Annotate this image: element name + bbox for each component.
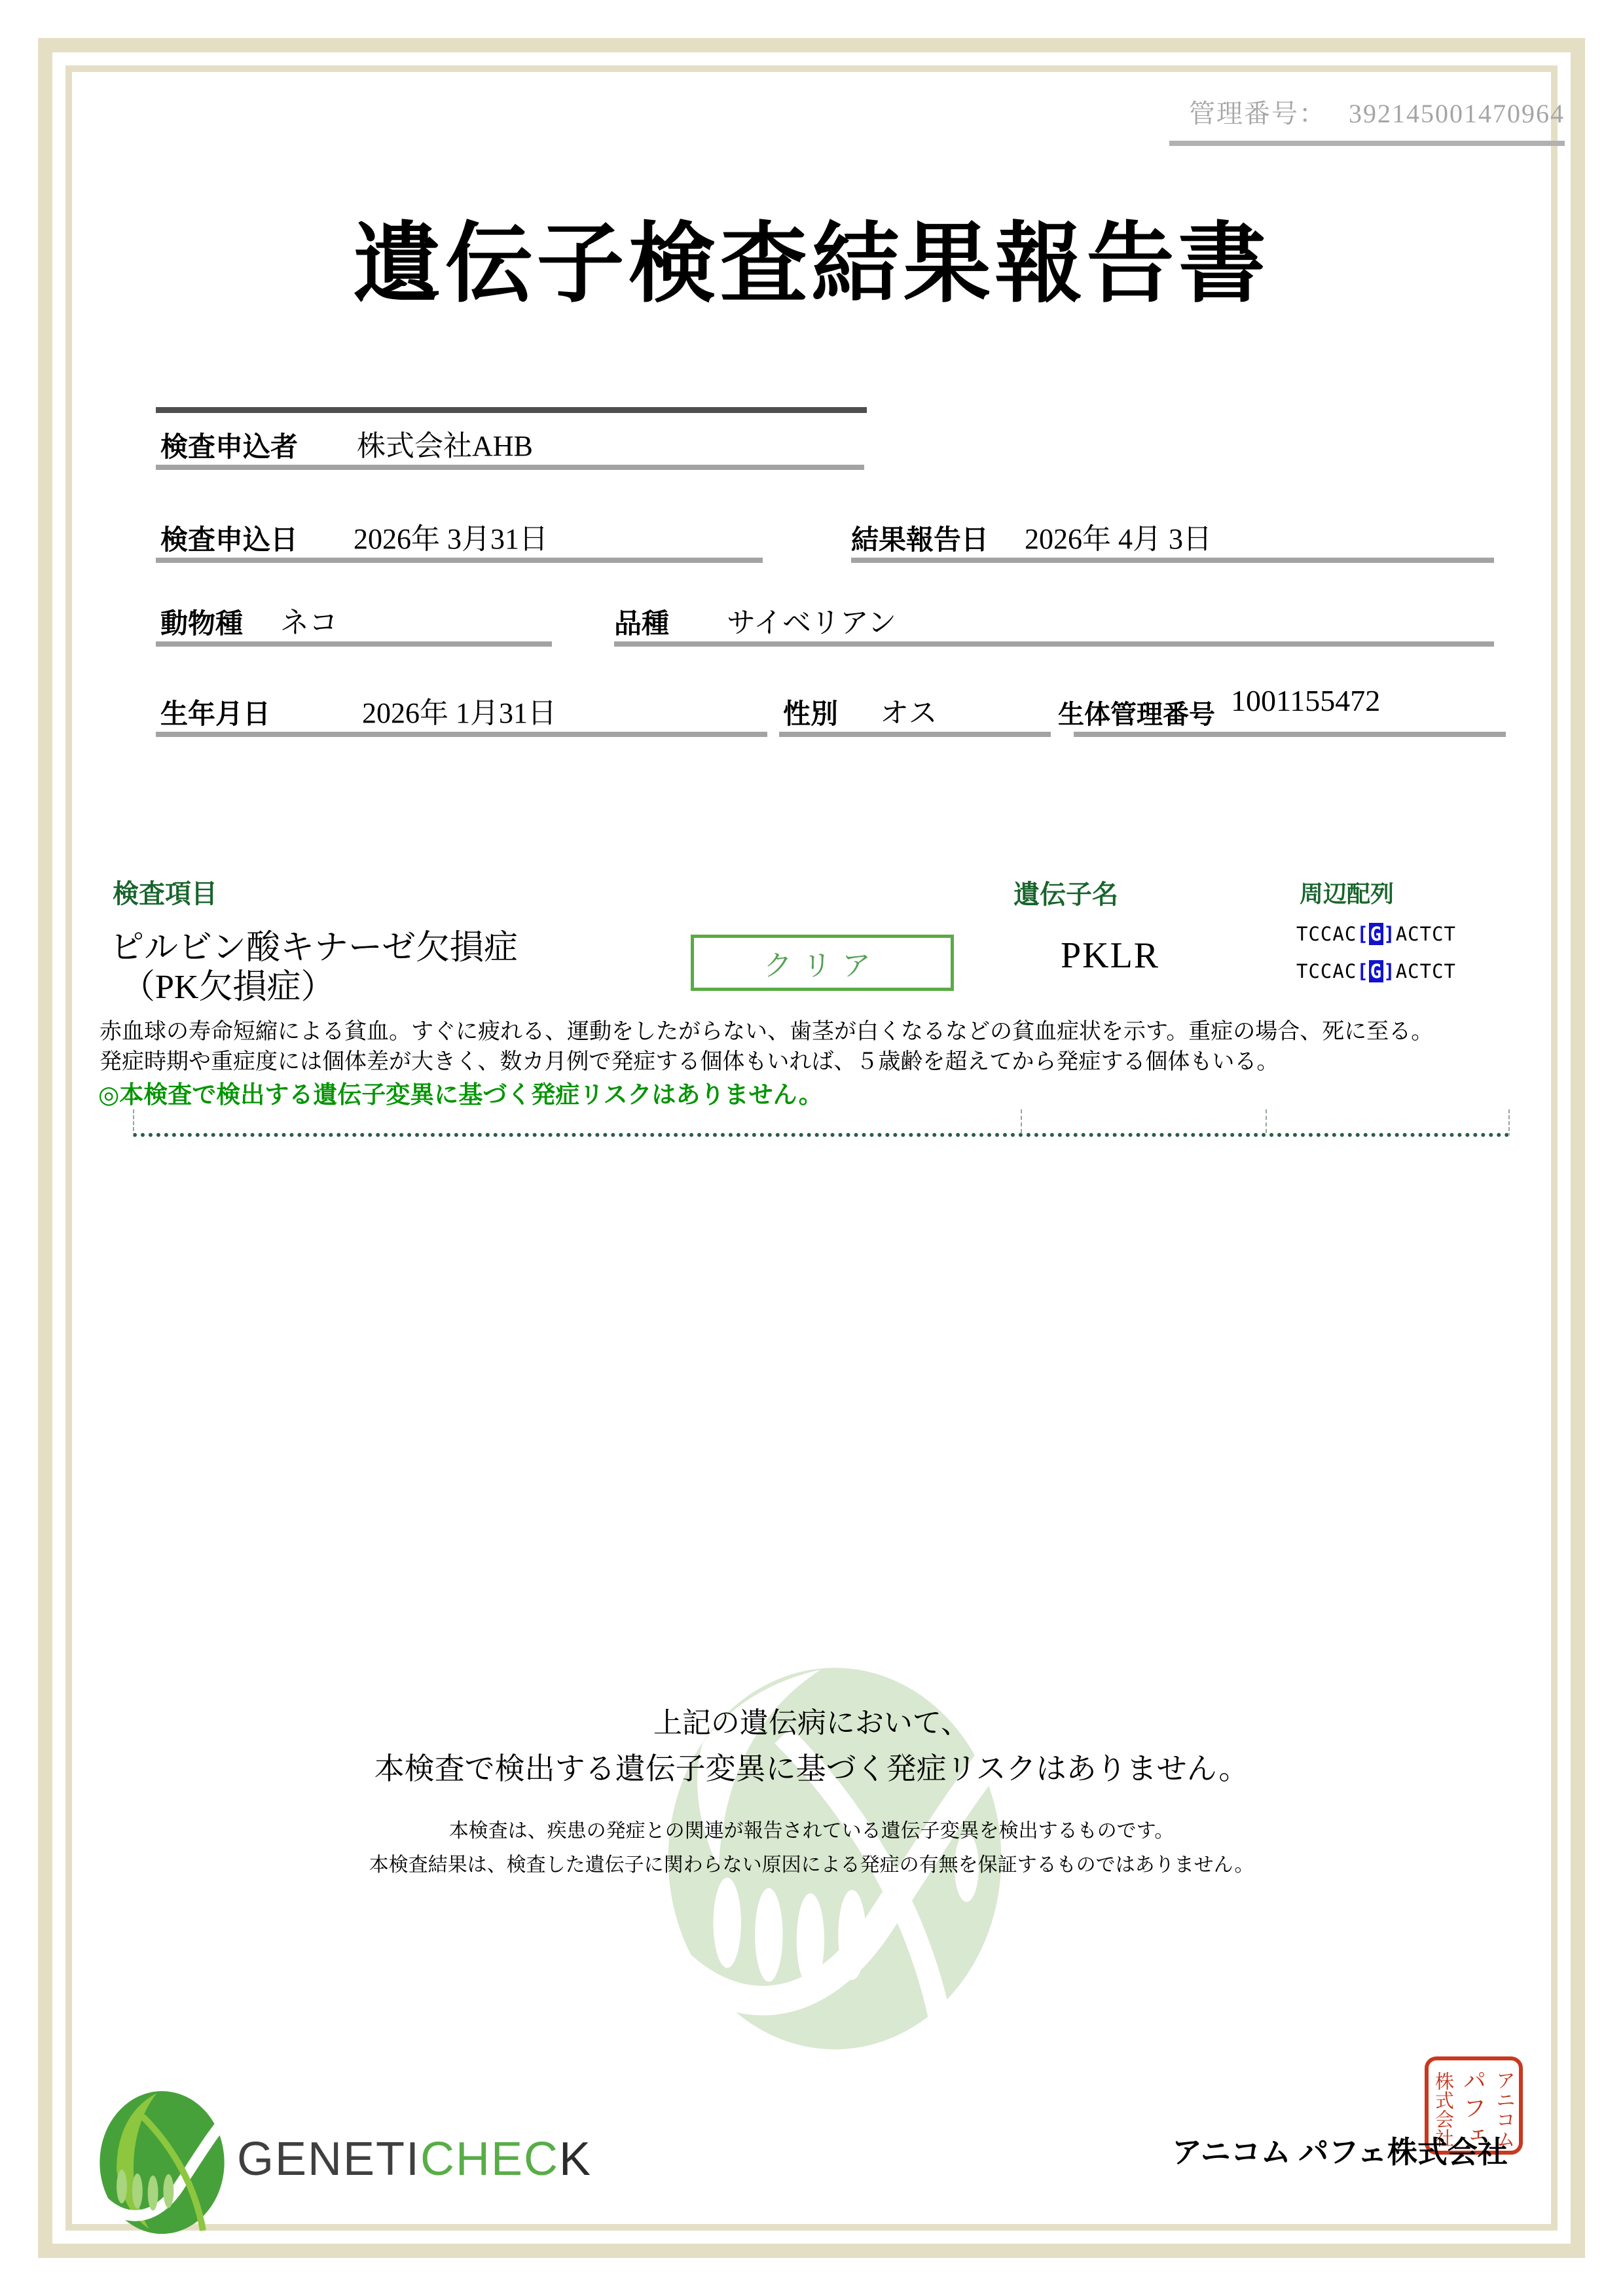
sequence-bracket-open: [ bbox=[1357, 923, 1369, 945]
sequence-variant-base: G bbox=[1370, 960, 1383, 982]
birth-underline bbox=[156, 732, 767, 737]
sequence-bracket-close: ] bbox=[1383, 960, 1396, 982]
result-table-row-divider bbox=[133, 1109, 1510, 1137]
report-date-value: 2026年 4月 3日 bbox=[1025, 523, 1212, 555]
animal-id-label: 生体管理番号 bbox=[1058, 700, 1215, 729]
sequence-pre: TCCAC bbox=[1296, 923, 1357, 945]
applicant-underline bbox=[156, 465, 864, 470]
sequence-row-1 bbox=[1296, 923, 1456, 945]
sequence-pre: TCCAC bbox=[1296, 960, 1357, 982]
report-date-underline bbox=[851, 558, 1494, 563]
stamp-column-anicom: アニコム bbox=[1493, 2070, 1514, 2149]
birth-label: 生年月日 bbox=[160, 700, 271, 730]
geneticheck-wordmark bbox=[237, 2132, 592, 2186]
row-top-rule bbox=[156, 407, 867, 413]
management-number-block bbox=[1169, 93, 1565, 146]
sequence-header: 周辺配列 bbox=[1300, 881, 1395, 907]
gene-header: 遺伝子名 bbox=[1013, 880, 1118, 909]
logo-text-k-checkmark: K bbox=[559, 2133, 593, 2185]
species-underline bbox=[156, 641, 552, 647]
animal-id-underline bbox=[1074, 732, 1506, 737]
sex-value: オス bbox=[880, 697, 938, 729]
disease-description-line2: 発症時期や重症度には個体差が大きく、数カ月例で発症する個体もいれば、５歳齢を超えてから発症する個体もいる。 bbox=[100, 1050, 1279, 1074]
sequence-bracket-close: ] bbox=[1383, 923, 1396, 945]
disclaimer-line1: 本検査は、疾患の発症との関連が報告されている遺伝子変異を検出するものです。 bbox=[448, 1820, 1175, 1842]
apply-date-value: 2026年 3月31日 bbox=[354, 523, 548, 555]
management-number-label: 管理番号： bbox=[1189, 99, 1326, 128]
breed-value: サイベリアン bbox=[727, 607, 897, 639]
species-label: 動物種 bbox=[160, 609, 244, 639]
sequence-variant-base: G bbox=[1370, 923, 1383, 945]
table-column-separator bbox=[1266, 1109, 1267, 1133]
logo-text-chec: CHEC bbox=[420, 2133, 560, 2185]
page-title: 遺伝子検査結果報告書 bbox=[353, 216, 1270, 313]
disease-name-line1: ピルビン酸キナーゼ欠損症 bbox=[110, 929, 518, 967]
sequence-row-2 bbox=[1296, 960, 1456, 982]
animal-id-value: 1001155472 bbox=[1231, 684, 1381, 717]
company-name: アニコム パフェ株式会社 bbox=[1172, 2136, 1508, 2169]
applicant-label: 検査申込者 bbox=[160, 433, 299, 463]
species-value: ネコ bbox=[280, 607, 338, 639]
table-column-separator bbox=[1021, 1109, 1022, 1133]
disclaimer-line2: 本検査結果は、検査した遺伝子に関わらない原因による発症の有無を保証するものではありません。 bbox=[369, 1854, 1254, 1876]
breed-underline bbox=[614, 641, 1494, 647]
sequence-post: ACTCT bbox=[1395, 960, 1457, 982]
logo-text-geneti: GENETI bbox=[237, 2133, 421, 2185]
geneticheck-logo-icon bbox=[95, 2089, 229, 2238]
birth-value: 2026年 1月31日 bbox=[362, 697, 556, 729]
result-status-box bbox=[691, 935, 954, 991]
summary-line1: 上記の遺伝病において、 bbox=[653, 1706, 970, 1740]
risk-note: ◎本検査で検出する遺伝子変異に基づく発症リスクはありません。 bbox=[98, 1082, 823, 1109]
breed-label: 品種 bbox=[614, 609, 670, 639]
sequence-post: ACTCT bbox=[1395, 923, 1457, 945]
sequence-bracket-open: [ bbox=[1357, 960, 1369, 982]
test-item-header: 検査項目 bbox=[113, 879, 217, 908]
management-number: 392145001470964 bbox=[1349, 99, 1565, 128]
stamp-column-pafe: パフェ bbox=[1460, 2068, 1486, 2151]
stamp-column-kabushikigaisha: 株式会社 bbox=[1432, 2072, 1453, 2147]
apply-date-label: 検査申込日 bbox=[160, 526, 299, 556]
applicant-value: 株式会社AHB bbox=[357, 430, 533, 462]
sex-label: 性別 bbox=[783, 700, 839, 730]
apply-date-underline bbox=[156, 558, 763, 563]
disease-description-line1: 赤血球の寿命短縮による貧血。すぐに疲れる、運動をしたがらない、歯茎が白くなるなどの貧血症状を示す。重症の場合、死に至る。 bbox=[100, 1020, 1434, 1044]
sex-underline bbox=[779, 732, 1051, 737]
report-date-label: 結果報告日 bbox=[851, 526, 989, 556]
result-status-label: クリア bbox=[763, 950, 881, 982]
disease-name-line2: （PK欠損症） bbox=[121, 969, 335, 1006]
summary-line2: 本検査で検出する遺伝子変異に基づく発症リスクはありません。 bbox=[374, 1751, 1249, 1786]
gene-name: PKLR bbox=[1061, 935, 1160, 976]
